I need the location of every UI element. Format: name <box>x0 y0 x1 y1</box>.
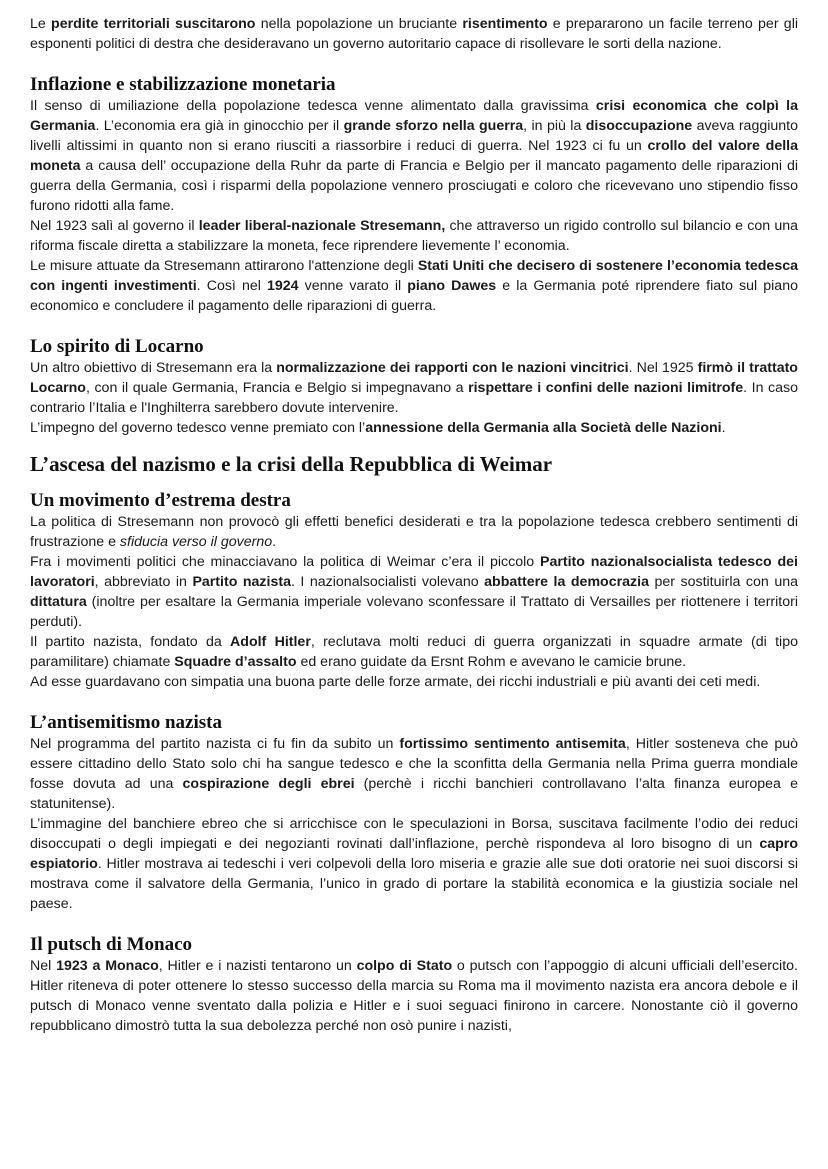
paragraph <box>30 632 798 672</box>
paragraph <box>30 512 798 552</box>
bold-text: crisi economica che colpì la Germania <box>30 98 798 134</box>
document-page <box>30 14 798 1036</box>
bold-text: risentimento <box>462 16 548 32</box>
text-run: . I nazionalsocialisti volevano <box>290 574 485 590</box>
text-run: . <box>721 420 726 436</box>
text-run: Un altro obiettivo di Stresemann era la <box>30 360 277 376</box>
text-run: . Nel 1925 <box>628 360 698 376</box>
bold-text: disoccupazione <box>585 118 693 134</box>
bold-text: perdite territoriali suscitarono <box>51 16 256 32</box>
section-title: Il putsch di Monaco <box>30 934 193 955</box>
paragraph <box>30 358 798 418</box>
bold-text: crollo del valore della moneta <box>30 138 798 174</box>
section-title: Un movimento d’estrema destra <box>30 490 291 511</box>
bold-text: firmò il trattato Locarno <box>30 360 798 396</box>
bold-text: colpo di Stato <box>356 958 453 974</box>
paragraph <box>30 418 798 438</box>
text-run: Nel 1923 salì al governo il <box>30 218 199 234</box>
paragraph <box>30 814 798 914</box>
bold-text: Adolf Hitler <box>230 634 311 650</box>
section-antisemitismo <box>30 712 798 914</box>
bold-text: capro espiatorio <box>30 836 798 872</box>
bold-text: fortissimo sentimento antisemita <box>399 736 626 752</box>
text-run: e prepararono un facile terreno per gli esponenti politici di destra che desideravano un governo autoritario capace di risollevare le sorti della nazione. <box>30 16 798 52</box>
bold-text: Partito nazista <box>192 574 291 590</box>
paragraph <box>30 552 798 632</box>
bold-text: Partito nazionalsocialista tedesco dei lavoratori <box>30 554 798 590</box>
text-run: Nel <box>30 958 57 974</box>
bold-text: abbattere la democrazia <box>484 574 649 590</box>
section-title: Lo spirito di Locarno <box>30 336 204 357</box>
section-putsch <box>30 934 798 1036</box>
paragraph <box>30 216 798 256</box>
bold-text: annessione della Germania alla Società delle Nazioni <box>365 420 722 436</box>
paragraph <box>30 96 798 216</box>
text-run: L’impegno del governo tedesco venne premiato con l’ <box>30 420 366 436</box>
paragraph <box>30 734 798 814</box>
section-title: L’antisemitismo nazista <box>30 712 222 733</box>
intro-block <box>30 14 798 54</box>
text-run: nella popolazione un bruciante <box>255 16 463 32</box>
text-run: per sostituirla con una <box>648 574 798 590</box>
text-run: Il partito nazista, fondato da <box>30 634 231 650</box>
text-run: , abbreviato in <box>94 574 193 590</box>
section-locarno <box>30 336 798 438</box>
text-run: , Hitler e i nazisti tentarono un <box>158 958 357 974</box>
text-run: Le <box>30 16 52 32</box>
text-run: aveva raggiunto livelli altissimi in quanto non si erano riusciti a riassorbire i reduci di guerra. Nel 1923 ci fu un <box>30 118 798 154</box>
section-title: Inflazione e stabilizzazione monetaria <box>30 74 336 95</box>
italic-text: sfiducia verso il governo <box>119 534 273 550</box>
paragraph <box>30 672 798 692</box>
bold-text: cospirazione degli ebrei <box>182 776 355 792</box>
chapter-title: L’ascesa del nazismo e la crisi della Repubblica di Weimar <box>30 452 553 476</box>
text-run: ed erano guidate da Ersnt Rohm e avevano le camicie brune. <box>296 654 687 670</box>
bold-text: rispettare i confini delle nazioni limitrofe <box>468 380 744 396</box>
text-run: , reclutava molti reduci di guerra organizzati in squadre armate (di tipo paramilitare) chiamate <box>30 634 798 670</box>
paragraph <box>30 256 798 316</box>
text-run: , con il quale Germania, Francia e Belgio si impegnavano a <box>85 380 469 396</box>
text-run: , in più la <box>523 118 586 134</box>
paragraph <box>30 956 798 1036</box>
text-run: , Hitler sosteneva che può essere cittadino dello Stato solo chi ha sangue tedesco e che la sconfitta della Germania nella Prima guerra mondiale fosse dovuta ad una <box>30 736 798 792</box>
paragraph <box>30 14 798 54</box>
section-inflazione <box>30 74 798 316</box>
bold-text: normalizzazione dei rapporti con le nazioni vincitrici <box>276 360 629 376</box>
bold-text: Squadre d’assalto <box>174 654 297 670</box>
text-run: . Hitler mostrava ai tedeschi i veri colpevoli della loro miseria e grazie alle sue doti oratorie nei suoi discorsi si mostrava come il salvatore della Germania, l’unico in grado di portare la stabilità economica e la giustizia sociale nel paese. <box>30 856 798 912</box>
text-run: Il senso di umiliazione della popolazione tedesca venne alimentato dalla gravissima <box>30 98 596 114</box>
bold-text: piano Dawes <box>407 278 497 294</box>
text-run: (inoltre per esaltare la Germania imperiale volevano sconfessare il Trattato di Versailles per riottenere i territori perduti). <box>30 594 798 630</box>
bold-text: grande sforzo nella guerra <box>343 118 524 134</box>
bold-text: leader liberal-nazionale Stresemann, <box>198 218 446 234</box>
text-run: o putsch con l’appoggio di alcuni ufficiali dell’esercito. Hitler riteneva di poter ottenere lo stesso successo della marcia su Roma ma il movimento nazista era ancora debole e il putsch di Monaco venne sventato dalla polizia e Hitler e i suoi seguaci finirono in carcere. Nonostante ciò il governo repubblicano dimostrò tutta la sua debolezza perché non osò punire i nazisti, <box>30 958 798 1034</box>
text-run: Fra i movimenti politici che minacciavano la politica di Weimar c’era il piccolo <box>30 554 541 570</box>
text-run: . <box>272 534 277 550</box>
text-run: Le misure attuate da Stresemann attirarono l'attenzione degli <box>30 258 418 274</box>
bold-text: 1924 <box>266 278 299 294</box>
text-run: La politica di Stresemann non provocò gli effetti benefici desiderati e tra la popolazione tedesca crebbero sentimenti di frustrazione e <box>30 514 798 550</box>
text-run: venne varato il <box>298 278 408 294</box>
text-run: (perchè i ricchi banchieri controllavano l’alta finanza europea e statunitense). <box>30 776 798 812</box>
section-movimento <box>30 490 798 692</box>
text-run: . In caso contrario l’Italia e l'Inghilterra sarebbero dovute intervenire. <box>30 380 798 416</box>
bold-text: dittatura <box>30 594 87 610</box>
text-run: Nel programma del partito nazista ci fu fin da subito un <box>30 736 400 752</box>
text-run: Ad esse guardavano con simpatia una buona parte delle forze armate, dei ricchi industriali e più avanti dei ceti medi. <box>30 674 761 690</box>
text-run: . L’economia era già in ginocchio per il <box>95 118 344 134</box>
bold-text: Stati Uniti che decisero di sostenere l’economia tedesca con ingenti investimenti <box>30 258 798 294</box>
text-run: L’immagine del banchiere ebreo che si arricchisce con le speculazioni in Borsa, suscitava facilmente l’odio dei reduci disoccupati o degli impiegati e dei negozianti rovinati dall’inflazione, perchè rispondeva al loro bisogno di un <box>30 816 798 852</box>
text-run: . Così nel <box>196 278 267 294</box>
text-run: a causa dell’ occupazione della Ruhr da parte di Francia e Belgio per il mancato pagamento delle riparazioni di guerra della Germania, così i risparmi della popolazione vennero prosciugati e coloro che ricevevano uno stipendio fisso furono ridotti alla fame. <box>30 158 798 214</box>
text-run: che attraverso un rigido controllo sul bilancio e con una riforma fiscale diretta a stabilizzare la moneta, fece riprendere lievemente l’ economia. <box>30 218 798 254</box>
bold-text: 1923 a Monaco <box>56 958 159 974</box>
text-run: e la Germania poté riprendere fiato sul piano economico e concludere il pagamento delle riparazioni di guerra. <box>30 278 798 314</box>
